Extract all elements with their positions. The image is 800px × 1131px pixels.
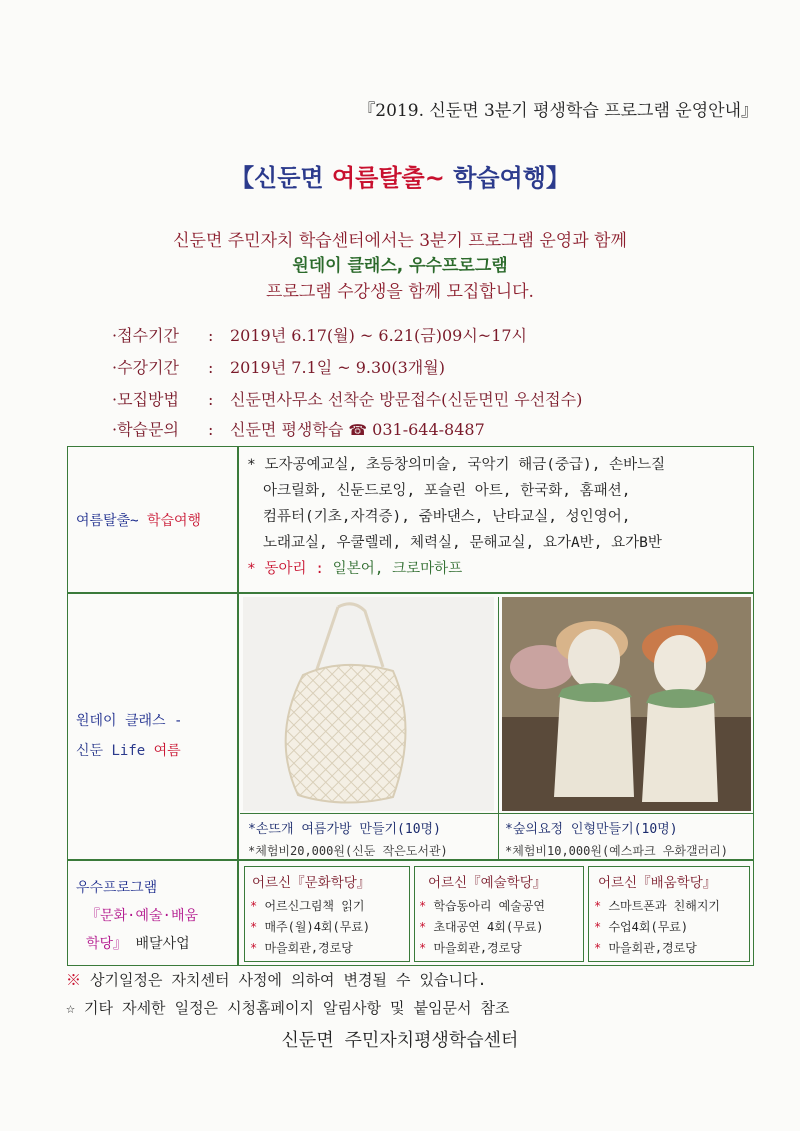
info-label: ·학습문의 [112,420,179,439]
info-colon: : [208,390,214,409]
title-highlight: 여름탈출~ [331,164,445,192]
row-separator [67,859,754,861]
course-list [247,452,752,582]
info-registration-period [112,323,527,346]
category-text: 신둔 Life [76,743,154,759]
program-item: 수업4회(무료) [608,920,689,934]
notice-text: 기타 자세한 일정은 시청홈페이지 알림사항 및 붙임문서 참조 [75,999,510,1017]
club-line [247,556,752,582]
info-value: 신둔면사무소 선착순 방문접수(신둔면민 우선접수) [230,390,583,409]
photo2-caption: *숲의요정 인형만들기(10명) [505,822,678,837]
title-rest: 학습여행】 [444,164,570,192]
info-value: 2019년 7.1일 ~ 9.30(3개월) [230,358,445,377]
info-colon: : [208,326,214,345]
program-item: 학습동아리 예술공연 [433,899,546,913]
info-label: ·수강기간 [112,358,179,377]
program-items-learning: * 스마트폰과 친해지기 * 수업4회(무료) * 마을회관,경로당 [594,899,721,955]
category-label-a: 여름탈출~ [76,513,139,529]
notice-details [66,997,510,1018]
program-item: 마을회관,경로당 [264,941,353,955]
notice-text: 상기일정은 자치센터 사정에 의하여 변경될 수 있습니다. [81,971,487,989]
notice-schedule-change [66,969,487,990]
document-header: 『2019. 신둔면 3분기 평생학습 프로그램 운영안내』 [358,101,758,121]
info-value: 신둔면 평생학습 [230,420,344,439]
star-icon: ☆ [66,999,76,1017]
doll-photo [502,597,751,811]
course-line: 아크릴화, 신둔드로잉, 포슬린 아트, 한국화, 홈패션, [263,483,631,499]
info-inquiry [112,417,485,440]
program-title-art: 어르신『예술학당』 [428,875,547,891]
doll-illustration [502,597,751,811]
title-open: 【신둔면 [230,164,332,192]
program-title-culture: 어르신『문화학당』 [252,875,371,891]
category-oneday-class [76,706,182,766]
intro-line-2: 원데이 클래스, 우수프로그램 [292,256,508,276]
info-value: 2019년 6.17(월) ~ 6.21(금)09시~17시 [230,326,528,345]
info-colon: : [208,358,214,377]
intro-line-3: 프로그램 수강생을 함께 모집합니다. [266,282,534,302]
category-text: 학당』 [86,936,128,952]
reference-mark-icon: ※ [66,971,82,989]
category-label-b: 학습여행 [138,513,202,529]
category-line: 원데이 클래스 - [76,713,183,729]
category-line [76,930,198,958]
page-title [0,158,800,193]
phone-number: 031-644-8487 [372,420,485,439]
program-items-culture: * 어르신그림책 읽기 * 매주(월)4회(무료) * 마을회관,경로당 [250,899,371,955]
program-item: 매주(월)4회(무료) [264,920,371,934]
caption-separator [240,813,754,814]
photo1-caption: *손뜨개 여름가방 만들기(10명) [248,822,441,837]
program-item: 마을회관,경로당 [433,941,522,955]
intro-line-1: 신둔면 주민자치 학습센터에서는 3분기 프로그램 운영과 함께 [173,231,627,251]
knit-bag-illustration [243,597,494,811]
table-divider [237,446,239,966]
category-text: 배달사업 [127,936,190,952]
category-text: 여름 [153,743,181,759]
photo-divider [498,597,499,859]
category-line [76,736,182,766]
phone-icon: ☎ [348,421,368,439]
club-marker: * 동아리 : [247,561,324,577]
club-value: 일본어, 크로마하프 [323,561,463,577]
category-summer-trip [76,510,201,530]
info-course-period [112,355,445,378]
category-line: 우수프로그램 [76,880,158,896]
category-excellent-program [76,874,198,958]
knit-bag-photo [243,597,494,811]
signature: 신둔면 주민자치평생학습센터 [281,1030,519,1051]
info-colon: : [208,420,214,439]
info-label: ·모집방법 [112,390,179,409]
course-line: * 도자공예교실, 초등창의미술, 국악기 해금(중급), 손바느질 [247,457,666,473]
course-line: 노래교실, 우쿨렐레, 체력실, 문해교실, 요가A반, 요가B반 [263,535,662,551]
photo1-fee: *체험비20,000원(신둔 작은도서관) [248,844,448,858]
category-line: 『문화·예술·배움 [86,908,199,924]
program-item: 초대공연 4회(무료) [433,920,544,934]
program-item: 스마트폰과 친해지기 [608,899,721,913]
info-recruit-method [112,387,582,410]
program-item: 어르신그림책 읽기 [264,899,365,913]
program-title-learning: 어르신『배움학당』 [598,875,717,891]
photo2-fee: *체험비10,000원(예스파크 우화갤러리) [505,844,728,858]
program-items-art: * 학습동아리 예술공연 * 초대공연 4회(무료) * 마을회관,경로당 [419,899,546,955]
row-separator [67,592,754,594]
course-line: 컴퓨터(기초,자격증), 줌바댄스, 난타교실, 성인영어, [263,509,631,525]
program-item: 마을회관,경로당 [608,941,697,955]
info-label: ·접수기간 [112,326,179,345]
